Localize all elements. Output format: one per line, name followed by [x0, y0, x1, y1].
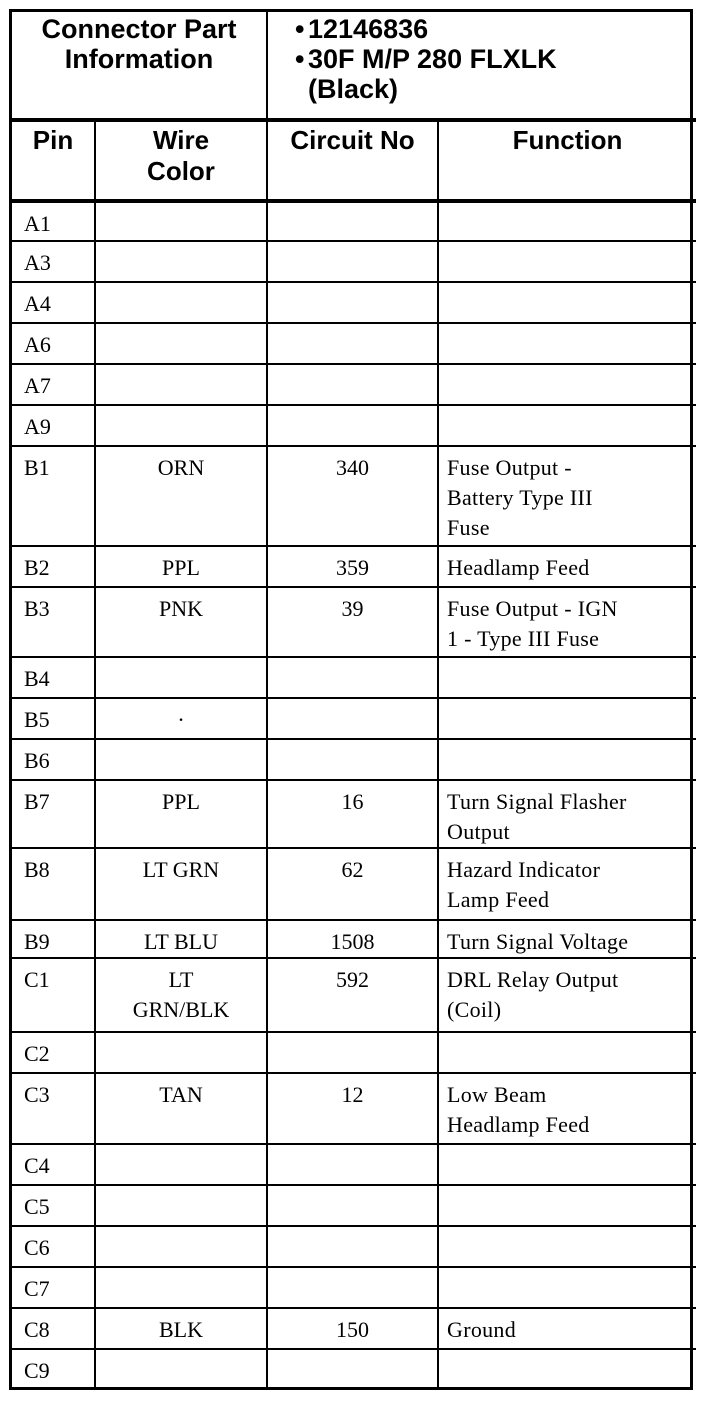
table-row — [12, 1073, 696, 1144]
wire-color-cell — [95, 323, 267, 364]
circuit-no-cell — [267, 1032, 438, 1073]
header-row — [12, 12, 696, 120]
table-row — [12, 364, 696, 405]
wire-color-cell — [95, 201, 267, 241]
circuit-no-cell — [267, 1267, 438, 1308]
wire-color-cell: BLK — [95, 1308, 267, 1349]
function-cell — [438, 657, 696, 698]
function-cell — [438, 1349, 696, 1387]
wire-color-cell — [95, 405, 267, 446]
wire-color-cell — [95, 364, 267, 405]
wire-color-cell: LT GRN — [95, 848, 267, 920]
circuit-no-cell — [267, 1226, 438, 1267]
column-header-circuit-no — [267, 120, 438, 201]
function-cell — [438, 920, 696, 958]
function-cell-line: Low Beam — [447, 1082, 547, 1107]
function-cell — [438, 405, 696, 446]
wire-color-cell — [95, 1226, 267, 1267]
wire-color-cell: · — [95, 698, 267, 739]
function-cell-line: Lamp Feed — [447, 887, 550, 912]
circuit-no-cell — [267, 698, 438, 739]
function-cell — [438, 958, 696, 1032]
pin-cell: B3 — [12, 587, 95, 657]
function-cell — [438, 546, 696, 587]
table-row — [12, 1226, 696, 1267]
circuit-no-cell: 1508 — [267, 920, 438, 958]
table-row — [12, 1144, 696, 1185]
pin-cell: B5 — [12, 698, 95, 739]
wire-color-cell — [95, 1267, 267, 1308]
function-cell-line: Headlamp Feed — [447, 1112, 590, 1137]
circuit-header-text: Circuit No — [290, 125, 415, 155]
column-header-pin — [12, 120, 95, 201]
pin-cell: A4 — [12, 282, 95, 323]
wire-color-cell — [95, 958, 267, 1032]
part-label-line2: Information — [64, 44, 214, 74]
function-cell — [438, 848, 696, 920]
column-header-wire-color — [95, 120, 267, 201]
table-row — [12, 739, 696, 780]
table-row — [12, 323, 696, 364]
pin-cell: B9 — [12, 920, 95, 958]
circuit-no-cell — [267, 405, 438, 446]
circuit-no-cell: 62 — [267, 848, 438, 920]
wire-color-cell-line: LT — [168, 967, 194, 992]
connector-description: • 30F M/P 280 FLXLK — [308, 44, 696, 74]
pin-cell: C1 — [12, 958, 95, 1032]
table-row — [12, 587, 696, 657]
wire-color-cell — [95, 1144, 267, 1185]
pin-cell: B6 — [12, 739, 95, 780]
function-cell — [438, 1267, 696, 1308]
circuit-no-cell — [267, 1144, 438, 1185]
circuit-no-cell — [267, 282, 438, 323]
function-cell-line: Headlamp Feed — [447, 555, 590, 580]
function-cell-line: Turn Signal Flasher — [447, 789, 627, 814]
wire-color-cell: ORN — [95, 446, 267, 546]
wire-color-cell — [95, 739, 267, 780]
pin-cell: B4 — [12, 657, 95, 698]
connector-part-label — [12, 12, 267, 120]
wire-color-cell — [95, 282, 267, 323]
circuit-no-cell — [267, 364, 438, 405]
function-cell-line: 1 - Type III Fuse — [447, 626, 600, 651]
table-row — [12, 546, 696, 587]
function-cell-line: Fuse — [447, 515, 490, 540]
connector-part-info — [267, 12, 696, 120]
table-row — [12, 848, 696, 920]
wire-color-cell: PPL — [95, 546, 267, 587]
wire-color-cell — [95, 1032, 267, 1073]
function-cell — [438, 1226, 696, 1267]
table-row — [12, 1349, 696, 1387]
pin-cell: C8 — [12, 1308, 95, 1349]
pin-header-text: Pin — [32, 125, 74, 155]
function-cell — [438, 446, 696, 546]
function-cell — [438, 739, 696, 780]
circuit-no-cell — [267, 201, 438, 241]
table-row — [12, 657, 696, 698]
circuit-no-cell: 340 — [267, 446, 438, 546]
function-cell — [438, 241, 696, 282]
function-cell — [438, 1308, 696, 1349]
table-row — [12, 282, 696, 323]
function-cell-line: Fuse Output - — [447, 455, 572, 480]
function-cell — [438, 364, 696, 405]
table-row — [12, 780, 696, 848]
wire-color-cell — [95, 241, 267, 282]
circuit-no-cell — [267, 739, 438, 780]
wire-color-cell — [95, 1349, 267, 1387]
table-row — [12, 1185, 696, 1226]
function-cell — [438, 587, 696, 657]
function-cell — [438, 698, 696, 739]
function-cell-line: (Coil) — [447, 997, 502, 1022]
pin-cell: B1 — [12, 446, 95, 546]
wire-color-cell-line: GRN/BLK — [132, 997, 230, 1022]
circuit-no-cell: 359 — [267, 546, 438, 587]
pin-cell: B2 — [12, 546, 95, 587]
pin-cell: A1 — [12, 201, 95, 241]
circuit-no-cell — [267, 1185, 438, 1226]
table-row — [12, 958, 696, 1032]
table-row — [12, 1308, 696, 1349]
pin-cell: C4 — [12, 1144, 95, 1185]
pin-cell: C3 — [12, 1073, 95, 1144]
function-header-text: Function — [512, 125, 623, 155]
wire-color-cell — [95, 1185, 267, 1226]
table-row — [12, 446, 696, 546]
table-row — [12, 405, 696, 446]
circuit-no-cell — [267, 657, 438, 698]
pin-cell: C2 — [12, 1032, 95, 1073]
circuit-no-cell: 12 — [267, 1073, 438, 1144]
pin-cell: A9 — [12, 405, 95, 446]
circuit-no-cell — [267, 241, 438, 282]
function-cell-line: Fuse Output - IGN — [447, 596, 618, 621]
wire-color-cell: TAN — [95, 1073, 267, 1144]
table-row — [12, 920, 696, 958]
function-cell-line: Battery Type III — [447, 485, 593, 510]
table-row — [12, 1032, 696, 1073]
table-row — [12, 698, 696, 739]
pin-cell: C7 — [12, 1267, 95, 1308]
circuit-no-cell: 592 — [267, 958, 438, 1032]
circuit-no-cell — [267, 1349, 438, 1387]
wire-color-cell: PNK — [95, 587, 267, 657]
function-cell-line: Output — [447, 819, 510, 844]
function-cell-line: Turn Signal Voltage — [447, 929, 629, 954]
table-row — [12, 1267, 696, 1308]
pin-cell: B7 — [12, 780, 95, 848]
function-cell-line: Ground — [447, 1317, 517, 1342]
part-label-line1: Connector Part — [41, 14, 237, 44]
pin-cell: A7 — [12, 364, 95, 405]
connector-table-container — [9, 9, 693, 1390]
function-cell — [438, 323, 696, 364]
function-cell-line: DRL Relay Output — [447, 967, 619, 992]
circuit-no-cell: 16 — [267, 780, 438, 848]
pin-cell: C5 — [12, 1185, 95, 1226]
function-cell — [438, 1073, 696, 1144]
pin-cell: A6 — [12, 323, 95, 364]
wire-header-line1: Wire — [152, 125, 210, 155]
function-cell — [438, 1032, 696, 1073]
circuit-no-cell: 150 — [267, 1308, 438, 1349]
wire-color-cell — [95, 657, 267, 698]
function-cell — [438, 1144, 696, 1185]
circuit-no-cell — [267, 323, 438, 364]
wire-header-line2: Color — [147, 156, 215, 186]
function-cell — [438, 201, 696, 241]
part-number: • 12146836 — [308, 14, 696, 44]
function-cell-line: Hazard Indicator — [447, 857, 601, 882]
function-cell — [438, 282, 696, 323]
column-header-row — [12, 120, 696, 201]
connector-table — [12, 12, 696, 1387]
circuit-no-cell: 39 — [267, 587, 438, 657]
function-cell — [438, 1185, 696, 1226]
pin-cell: C9 — [12, 1349, 95, 1387]
pin-cell: B8 — [12, 848, 95, 920]
column-header-function — [438, 120, 696, 201]
table-row — [12, 201, 696, 241]
function-cell — [438, 780, 696, 848]
pin-cell: C6 — [12, 1226, 95, 1267]
pin-cell: A3 — [12, 241, 95, 282]
wire-color-cell: LT BLU — [95, 920, 267, 958]
connector-color: (Black) — [308, 74, 399, 104]
table-row — [12, 241, 696, 282]
wire-color-cell: PPL — [95, 780, 267, 848]
